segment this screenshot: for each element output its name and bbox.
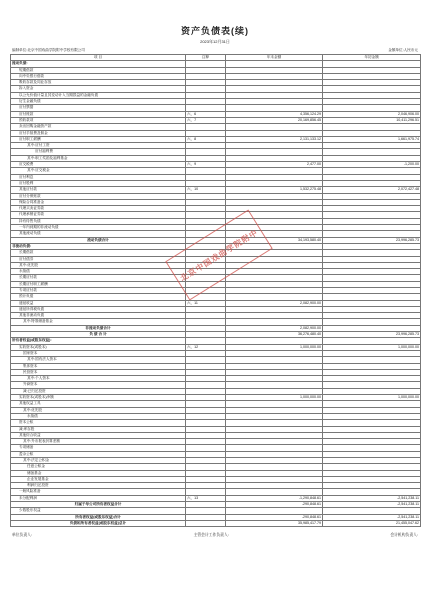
table-body: [11, 61, 421, 527]
table-row: [11, 520, 421, 526]
row-note: 六、11: [186, 300, 226, 306]
row-end-amount: -1,290,848.61: [226, 495, 323, 501]
row-label: 应付股利: [11, 180, 186, 186]
row-label: 减:已归还投资: [11, 388, 186, 394]
row-note: [186, 520, 226, 526]
row-label: 流动负债:: [11, 61, 186, 67]
row-note: 六、10: [186, 187, 226, 193]
row-begin-amount: 2,046,906.00: [323, 111, 421, 117]
row-end-amount: 1,000,000.00: [226, 344, 323, 350]
row-label: 专项应付款: [11, 287, 186, 293]
row-label: 一年内到期的非流动负债: [11, 225, 186, 231]
row-label: 其中:职工奖励及福利基金: [11, 155, 186, 161]
row-note: 六、12: [186, 344, 226, 350]
row-label: 拆入资金: [11, 86, 186, 92]
row-end-amount: 20,169,856.45: [226, 117, 323, 123]
row-label: 储备基金: [11, 470, 186, 476]
row-label: 卖出回购金融资产款: [11, 124, 186, 130]
row-begin-amount: 2,072,427.48: [323, 187, 421, 193]
row-label: 集体资本: [11, 363, 186, 369]
row-note: 六、6: [186, 111, 226, 117]
row-label: 以公允价值计量且其变动计入当期损益的金融负债: [11, 92, 186, 98]
header-end-amount: 年末金额: [226, 55, 323, 61]
row-label: 减:库存股: [11, 426, 186, 432]
row-label: 非流动负债合计: [11, 325, 186, 331]
row-begin-amount: -2,541,238.11: [323, 502, 421, 508]
row-label: 归属于母公司所有者权益合计: [11, 502, 186, 508]
row-label: 任意公积金: [11, 464, 186, 470]
meta-row: [10, 48, 420, 53]
row-label: 持有待售负债: [11, 218, 186, 224]
row-label: 其他流动负债: [11, 231, 186, 237]
row-label: 应付账款: [11, 111, 186, 117]
row-label: 其他综合收益: [11, 432, 186, 438]
header-note: 注释: [186, 55, 226, 61]
row-label: 其中:应付工资: [11, 143, 186, 149]
report-date: 2023年12月31日: [200, 39, 230, 44]
row-label: 应付福利费: [11, 149, 186, 155]
org-label: 编制单位:北京中国戏曲学院附中学校有限公司: [12, 48, 85, 52]
row-label: 非流动负债:: [11, 243, 186, 249]
row-end-amount: 4,356,124.29: [226, 111, 323, 117]
row-label: 代理承销证券款: [11, 212, 186, 218]
row-label: 长期应付职工薪酬: [11, 281, 186, 287]
row-label: 应付分保账款: [11, 193, 186, 199]
row-label: 资本公积: [11, 420, 186, 426]
header-begin-amount: 年初金额: [323, 55, 421, 61]
row-label: 应付手续费及佣金: [11, 130, 186, 136]
row-begin-amount: 1,661,975.74: [323, 136, 421, 142]
row-label: 所有者权益(或股东权益)合计: [11, 514, 186, 520]
row-label: 未分配利润: [11, 495, 186, 501]
row-label: 应付票据: [11, 105, 186, 111]
row-end-amount: 34,193,580.40: [226, 237, 323, 243]
row-end-amount: 36,276,480.40: [226, 332, 323, 338]
row-note: 六、8: [186, 136, 226, 142]
row-label: 企业发展基金: [11, 476, 186, 482]
row-label: 利润归还投资: [11, 483, 186, 489]
row-label: 应付职工薪酬: [11, 136, 186, 142]
accounting-head-label: 主管会计工作负责人:: [193, 533, 229, 538]
dept-head-label: 会计机构负责人:: [390, 533, 418, 538]
row-label: 民营资本: [11, 369, 186, 375]
row-label: 其中:法定公积金: [11, 458, 186, 464]
row-end-amount: 35,985,417.79: [226, 520, 323, 526]
row-end-amount: 1,532,275.48: [226, 187, 323, 193]
row-label: 吸收存款及同业存放: [11, 80, 186, 86]
row-begin-amount: 10,411,296.51: [323, 117, 421, 123]
row-label: 其中:特准储备基金: [11, 319, 186, 325]
row-end-amount: 2,082,900.00: [226, 300, 323, 306]
row-note: 六、7: [186, 117, 226, 123]
row-label: 一般风险准备: [11, 489, 186, 495]
row-label: 其中:优先股: [11, 262, 186, 268]
row-label: 国家资本: [11, 350, 186, 356]
row-label: 短期借款: [11, 67, 186, 73]
row-label: 应交税费: [11, 162, 186, 168]
row-label: 永续债: [11, 269, 186, 275]
row-begin-amount: 23,996,285.73: [323, 332, 421, 338]
row-label: 保险合同准备金: [11, 199, 186, 205]
row-label: 其中:优先股: [11, 407, 186, 413]
row-label: 递延所得税负债: [11, 306, 186, 312]
page-title: 资产负债表(续): [181, 26, 249, 36]
row-label: 所有者权益(或股东权益):: [11, 338, 186, 344]
row-label: 长期借款: [11, 250, 186, 256]
row-begin-amount: 1,000,000.00: [323, 344, 421, 350]
row-label: 永续债: [11, 413, 186, 419]
row-label: 其中:个人资本: [11, 376, 186, 382]
balance-sheet-table: [10, 54, 421, 527]
row-end-amount: -290,848.61: [226, 502, 323, 508]
row-label: 长期应付款: [11, 275, 186, 281]
row-begin-amount: -2,541,238.11: [323, 495, 421, 501]
row-note: 六、13: [186, 495, 226, 501]
row-begin-amount: 21,455,047.62: [323, 520, 421, 526]
row-label: 外商资本: [11, 382, 186, 388]
row-label: 实收资本(或股本)净额: [11, 395, 186, 401]
row-label: 向中央银行借款: [11, 73, 186, 79]
row-label: 负 债 合 计: [11, 332, 186, 338]
row-label: 预计负债: [11, 294, 186, 300]
row-end-amount: 2,131,133.12: [226, 136, 323, 142]
unit-label: 金额单位:人民币元: [388, 48, 418, 52]
row-end-amount: 1,000,000.00: [226, 395, 323, 401]
row-label: 盈余公积: [11, 451, 186, 457]
row-label: 专项储备: [11, 445, 186, 451]
row-end-amount: -290,848.61: [226, 514, 323, 520]
row-label: 代理买卖证券款: [11, 206, 186, 212]
row-label: 其中:外币报表折算差额: [11, 439, 186, 445]
row-label: 流动负债合计: [11, 237, 186, 243]
row-end-amount: 2,477.00: [226, 162, 323, 168]
row-label: 其他权益工具: [11, 401, 186, 407]
row-label: 衍生金融负债: [11, 99, 186, 105]
row-label: 应付债券: [11, 256, 186, 262]
row-end-amount: 2,082,900.00: [226, 325, 323, 331]
row-begin-amount: 1,000,000.00: [323, 395, 421, 401]
row-label: 预收款项: [11, 117, 186, 123]
row-label: 应付利息: [11, 174, 186, 180]
row-label: 实收资本(或股本): [11, 344, 186, 350]
seal-text: 北京中国戏曲学院附中: [178, 227, 260, 283]
row-note: 六、9: [186, 162, 226, 168]
row-begin-amount: 23,996,285.73: [323, 237, 421, 243]
row-label: 其中:应交税金: [11, 168, 186, 174]
row-begin-amount: -1,200.00: [323, 162, 421, 168]
legal-rep-label: 单位负责人:: [12, 533, 33, 538]
row-label: 其他非流动负债: [11, 313, 186, 319]
row-label: 其中:国有法人资本: [11, 357, 186, 363]
row-label: 递延收益: [11, 300, 186, 306]
header-item: 项 目: [11, 55, 186, 61]
row-label: 负债和所有者权益(或股东权益)总计: [11, 520, 186, 526]
row-label: 其他应付款: [11, 187, 186, 193]
row-label: 少数股东权益: [11, 508, 186, 514]
signature-footer: [10, 533, 420, 538]
row-begin-amount: -2,541,238.11: [323, 514, 421, 520]
